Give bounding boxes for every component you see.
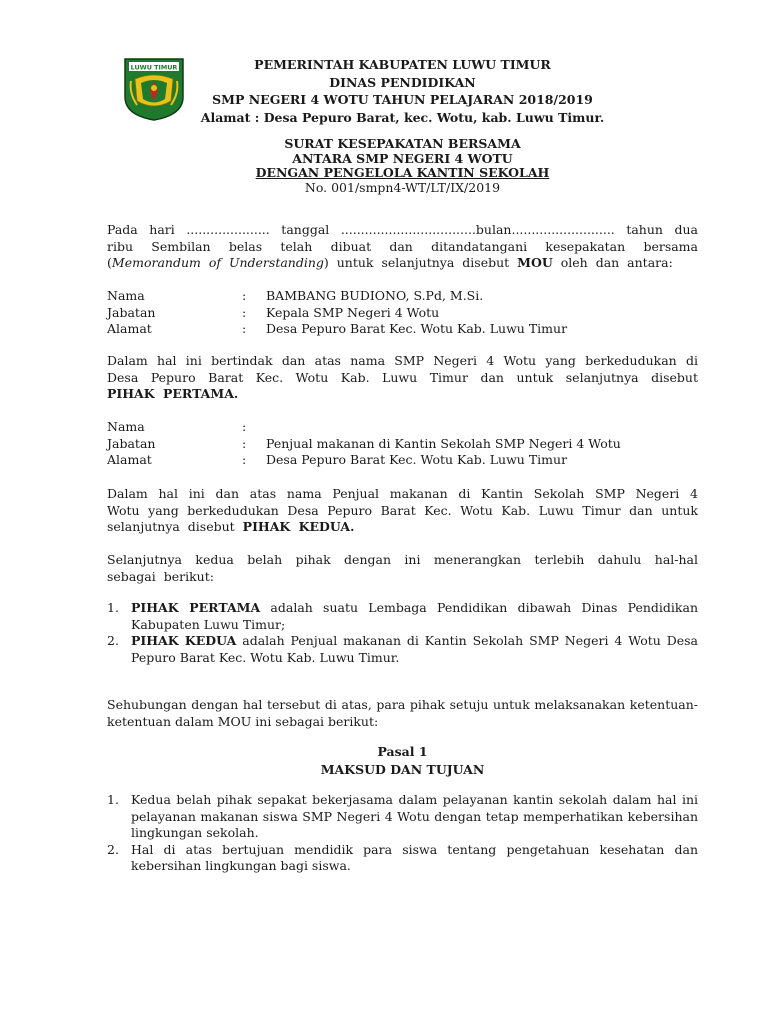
field-label: Jabatan — [107, 435, 156, 451]
field-colon: : — [242, 452, 247, 467]
field-value: BAMBANG BUDIONO, S.Pd, M.Si. — [266, 288, 484, 303]
title-line-3: DENGAN PENGELOLA KANTIN SEKOLAH — [255, 165, 550, 180]
logo-text: LUWU TIMUR — [130, 63, 178, 72]
intro-text-3: oleh dan antara: — [552, 255, 673, 270]
party2-description-text: Dalam hal ini dan atas nama Penjual makanan di Kantin Sekolah SMP Negeri 4 Wotu yang berkedudukan Desa Pepuro Barat Kec. Wotu Kab. Luwu Timur dan untuk selanjutnya disebut — [107, 486, 698, 534]
list-item — [107, 792, 698, 842]
letterhead-address: Alamat : Desa Pepuro Barat, kec. Wotu, kab. Luwu Timur. — [200, 109, 605, 125]
field-colon: : — [242, 304, 247, 320]
field-value: Desa Pepuro Barat Kec. Wotu Kab. Luwu Timur — [266, 321, 568, 336]
explanation-paragraph: Selanjutnya kedua belah pihak dengan ini menerangkan terlebih dahulu hal-hal sebagai berikut: — [107, 552, 698, 584]
party2-position-row — [107, 436, 698, 453]
list-item-bold: PIHAK KEDUA — [131, 633, 237, 648]
party2-address-row — [107, 452, 698, 469]
list-item-text: Hal di atas bertujuan mendidik para siswa tentang pengetahuan kesehatan dan kebersihan lingkungan bagi siswa. — [131, 841, 698, 873]
party1-designation: PIHAK PERTAMA. — [107, 386, 239, 401]
letterhead-government: PEMERINTAH KABUPATEN LUWU TIMUR — [254, 57, 551, 72]
list-item-bold: PIHAK PERTAMA — [131, 600, 261, 615]
field-label: Nama — [107, 288, 145, 303]
party1-description-text: Dalam hal ini bertindak dan atas nama SMP Negeri 4 Wotu yang berkedudukan di Desa Pepuro Barat Kec. Wotu Kab. Luwu Timur dan untuk selanjutnya disebut — [107, 353, 698, 385]
agreement-paragraph: Sehubungan dengan hal tersebut di atas, para pihak setuju untuk melaksanakan ketentuan-ketentuan dalam MOU ini sebagai berikut: — [107, 697, 698, 729]
intro-mou-term: MOU — [517, 255, 553, 270]
document-number: No. 001/smpn4-WT/LT/IX/2019 — [304, 179, 501, 195]
field-value: Penjual makanan di Kantin Sekolah SMP Negeri 4 Wotu — [266, 435, 621, 451]
field-label: Alamat — [107, 452, 152, 467]
intro-text-2: ) untuk selanjutnya disebut — [323, 255, 518, 270]
field-value: Desa Pepuro Barat Kec. Wotu Kab. Luwu Timur — [266, 452, 568, 467]
party2-details — [107, 419, 698, 469]
field-label: Jabatan — [107, 304, 156, 320]
list-item — [107, 633, 698, 666]
pasal-1-list — [107, 792, 698, 875]
pasal-title: MAKSUD DAN TUJUAN — [320, 762, 485, 777]
party1-name-row — [107, 288, 698, 305]
party2-name-row — [107, 419, 698, 436]
luwu-timur-emblem-logo — [121, 57, 187, 121]
list-item-text: Kedua belah pihak sepakat bekerjasama dalam pelayanan kantin sekolah dalam hal ini pelayanan makanan siswa SMP Negeri 4 Wotu dengan tetap memperhatikan kebersihan lingkungan sekolah. — [131, 792, 698, 840]
list-item — [107, 600, 698, 633]
field-label: Nama — [107, 419, 145, 434]
intro-text-1: Pada hari ..................... tanggal ..................................bulan.......................... tahun dua ribu Sembilan belas telah dibuat dan ditandatangani kesepakatan bersama ( — [107, 222, 698, 270]
party1-description — [107, 353, 698, 403]
title-line-2: ANTARA SMP NEGERI 4 WOTU — [292, 150, 513, 166]
party1-details — [107, 288, 698, 338]
list-item-text: adalah Penjual makanan di Kantin Sekolah SMP Negeri 4 Wotu Desa Pepuro Barat Kec. Wotu Kab. Luwu Timur. — [131, 633, 698, 665]
pasal-number: Pasal 1 — [377, 744, 428, 759]
list-number: 1. — [107, 600, 119, 615]
document-title-block — [200, 137, 605, 195]
intro-paragraph — [107, 222, 698, 272]
party1-address-row — [107, 321, 698, 338]
party1-position-row — [107, 305, 698, 322]
letterhead — [200, 56, 605, 126]
pasal-1-heading — [107, 743, 698, 779]
letterhead-department: DINAS PENDIDIKAN — [329, 74, 476, 90]
field-colon: : — [242, 288, 247, 303]
field-colon: : — [242, 419, 247, 434]
field-label: Alamat — [107, 321, 152, 336]
list-number: 2. — [107, 633, 119, 648]
letterhead-school: SMP NEGERI 4 WOTU TAHUN PELAJARAN 2018/2019 — [212, 92, 593, 107]
parties-list — [107, 600, 698, 666]
intro-italic-term: Memorandum of Understanding — [111, 255, 324, 270]
party2-designation: PIHAK KEDUA. — [242, 519, 355, 534]
field-colon: : — [242, 321, 247, 336]
list-number: 1. — [107, 792, 119, 807]
list-item-text: adalah suatu Lembaga Pendidikan dibawah Dinas Pendidikan Kabupaten Luwu Timur; — [131, 600, 699, 632]
title-line-1: SURAT KESEPAKATAN BERSAMA — [284, 136, 521, 151]
party2-description — [107, 486, 698, 536]
list-item — [107, 842, 698, 875]
list-number: 2. — [107, 841, 119, 857]
field-value: Kepala SMP Negeri 4 Wotu — [266, 304, 440, 320]
field-value — [266, 419, 698, 436]
field-colon: : — [242, 435, 247, 451]
